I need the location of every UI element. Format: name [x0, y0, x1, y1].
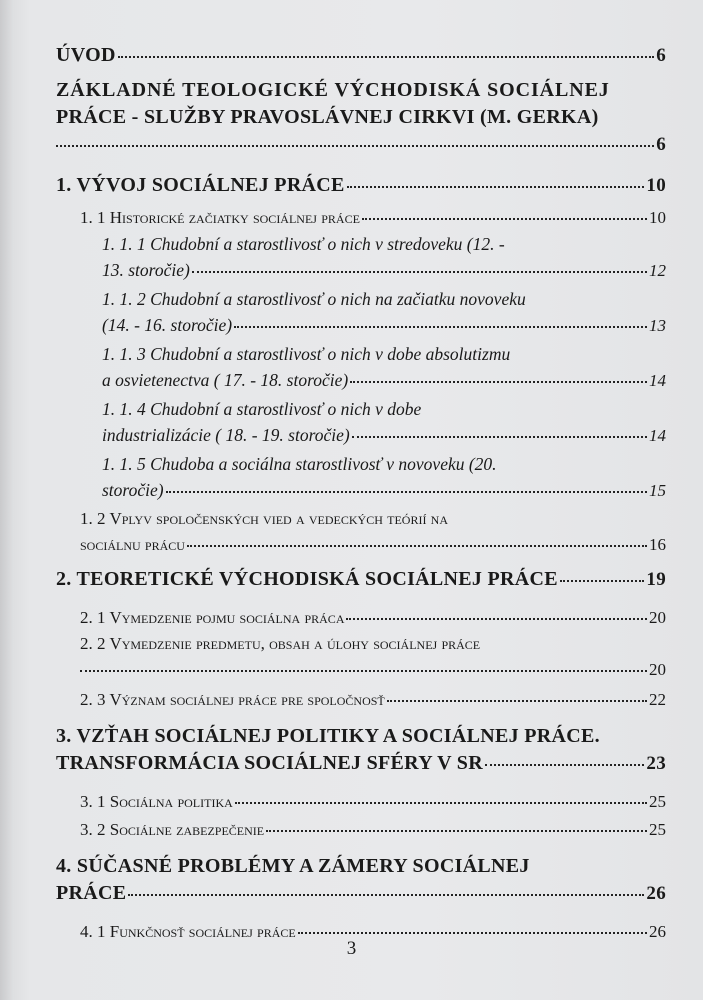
- toc-entry-title: 2. 3 Význam sociálnej práce pre spoločnosť: [80, 690, 385, 709]
- toc-page-number: 16: [649, 535, 666, 554]
- dot-leader: [346, 618, 647, 620]
- toc-entry-title-line: sociálnu prácu: [80, 535, 185, 554]
- toc-entry-title: 3. 1 Sociálna politika: [80, 792, 233, 811]
- dot-leader: [56, 145, 654, 147]
- dot-leader: [235, 802, 647, 804]
- toc-page-number: 26: [649, 922, 666, 941]
- toc-page-number: 10: [649, 208, 666, 227]
- toc-page-number: 19: [646, 569, 666, 590]
- toc-page-number: 14: [649, 371, 666, 390]
- toc-entry-title: 4. 1 Funkčnosť sociálnej práce: [80, 922, 296, 941]
- toc-entry-1-1-4: [102, 396, 666, 449]
- dot-leader: [80, 670, 647, 672]
- toc-entry-title-line: 1. 1. 3 Chudobní a starostlivosť o nich v dobe absolutizmu: [102, 344, 511, 364]
- toc-entry-title-line: (14. - 16. storočie): [102, 315, 233, 335]
- toc-page-number: 14: [649, 426, 666, 445]
- toc-entry-1-1-5: [102, 451, 666, 504]
- toc-entry-title-line: 1. 1. 5 Chudoba a sociálna starostlivosť v novoveku (20.: [102, 454, 497, 474]
- dot-leader: [347, 186, 645, 188]
- toc-entry-title: 3. 2 Sociálne zabezpečenie: [80, 820, 265, 839]
- dot-leader: [166, 491, 647, 493]
- toc-entry-2-2: [80, 631, 666, 683]
- toc-entry-uvod: [56, 42, 666, 69]
- toc-entry-title-line: PRÁCE - SLUŽBY PRAVOSLÁVNEJ CIRKVI (M. GERKA): [56, 106, 599, 128]
- toc-page-number: 22: [649, 690, 666, 709]
- dot-leader: [352, 436, 647, 438]
- dot-leader: [387, 700, 647, 702]
- toc-page-number: 15: [649, 481, 666, 500]
- dot-leader: [266, 830, 647, 832]
- toc-entry-chapter-4: [56, 853, 666, 907]
- dot-leader: [128, 894, 644, 896]
- toc-entry-title-line: 1. 1. 1 Chudobní a starostlivosť o nich v stredoveku (12. -: [102, 234, 505, 254]
- toc-page-number: 20: [649, 660, 666, 679]
- toc-entry-chapter-2: [56, 566, 666, 593]
- toc-page-number: 20: [649, 608, 666, 627]
- toc-entry-chapter-1: [56, 172, 666, 199]
- toc-page-number: 6: [656, 134, 666, 155]
- toc-entry-1-1-1: [102, 231, 666, 284]
- toc-page-number: 10: [646, 175, 666, 196]
- toc-page-number: 25: [649, 792, 666, 811]
- dot-leader: [298, 932, 647, 934]
- toc-page-number: 26: [646, 883, 666, 904]
- toc-entry-title: 2. TEORETICKÉ VÝCHODISKÁ SOCIÁLNEJ PRÁCE: [56, 568, 558, 590]
- toc-entry-title-line: 3. VZŤAH SOCIÁLNEJ POLITIKY A SOCIÁLNEJ PRÁCE.: [56, 725, 600, 747]
- dot-leader: [560, 580, 644, 582]
- toc-entry-title-line: 13. storočie): [102, 260, 190, 280]
- page-number: 3: [346, 938, 357, 959]
- toc-entry-2-1: [80, 605, 666, 631]
- toc-entry-title-line: 2. 2 Vymedzenie predmetu, obsah a úlohy sociálnej práce: [80, 634, 481, 653]
- toc-entry-1-1: [80, 205, 666, 231]
- toc-entry-title: 1. VÝVOJ SOCIÁLNEJ PRÁCE: [56, 174, 345, 196]
- toc-entry-title-line: 1. 1. 2 Chudobní a starostlivosť o nich na začiatku novoveku: [102, 289, 526, 309]
- toc-entry-title-line: ZÁKLADNÉ TEOLOGICKÉ VÝCHODISKÁ SOCIÁLNEJ: [56, 79, 610, 101]
- dot-leader: [234, 326, 647, 328]
- toc-entry-title-line: 4. SÚČASNÉ PROBLÉMY A ZÁMERY SOCIÁLNEJ: [56, 855, 530, 877]
- toc-page-number: 12: [649, 261, 666, 280]
- table-of-contents: [56, 38, 666, 945]
- toc-entry-title: 1. 1 Historické začiatky sociálnej práce: [80, 208, 360, 227]
- dot-leader: [192, 271, 647, 273]
- toc-page-number: 25: [649, 820, 666, 839]
- dot-leader: [350, 381, 647, 383]
- dot-leader: [362, 218, 647, 220]
- dot-leader: [485, 764, 644, 766]
- toc-entry-1-1-3: [102, 341, 666, 394]
- toc-entry-title-line: PRÁCE: [56, 882, 127, 904]
- page-edge-shadow: [0, 0, 14, 1000]
- toc-entry-title-line: TRANSFORMÁCIA SOCIÁLNEJ SFÉRY V SR: [56, 752, 483, 774]
- toc-entry-title-line: storočie): [102, 480, 164, 500]
- toc-entry-chapter-3: [56, 723, 666, 777]
- dot-leader: [187, 545, 647, 547]
- toc-entry-zakladne: [56, 77, 666, 158]
- toc-entry-1-2: [80, 506, 666, 558]
- toc-entry-1-1-2: [102, 286, 666, 339]
- toc-entry-title-line: 1. 2 Vplyv spoločenských vied a vedeckých teórií na: [80, 509, 449, 528]
- toc-page-number: 13: [649, 316, 666, 335]
- toc-entry-title-line: industrializácie ( 18. - 19. storočie): [102, 425, 350, 445]
- toc-entry-title: 2. 1 Vymedzenie pojmu sociálna práca: [80, 608, 345, 627]
- dot-leader: [118, 56, 655, 58]
- toc-page-number: 6: [656, 45, 666, 66]
- toc-page-number: 23: [646, 753, 666, 774]
- toc-entry-3-2: [80, 817, 666, 843]
- toc-entry-title-line: 1. 1. 4 Chudobní a starostlivosť o nich v dobe: [102, 399, 422, 419]
- toc-entry-title: ÚVOD: [56, 44, 116, 66]
- toc-entry-3-1: [80, 789, 666, 815]
- toc-entry-title-line: a osvietenectva ( 17. - 18. storočie): [102, 370, 349, 390]
- toc-entry-2-3: [80, 687, 666, 713]
